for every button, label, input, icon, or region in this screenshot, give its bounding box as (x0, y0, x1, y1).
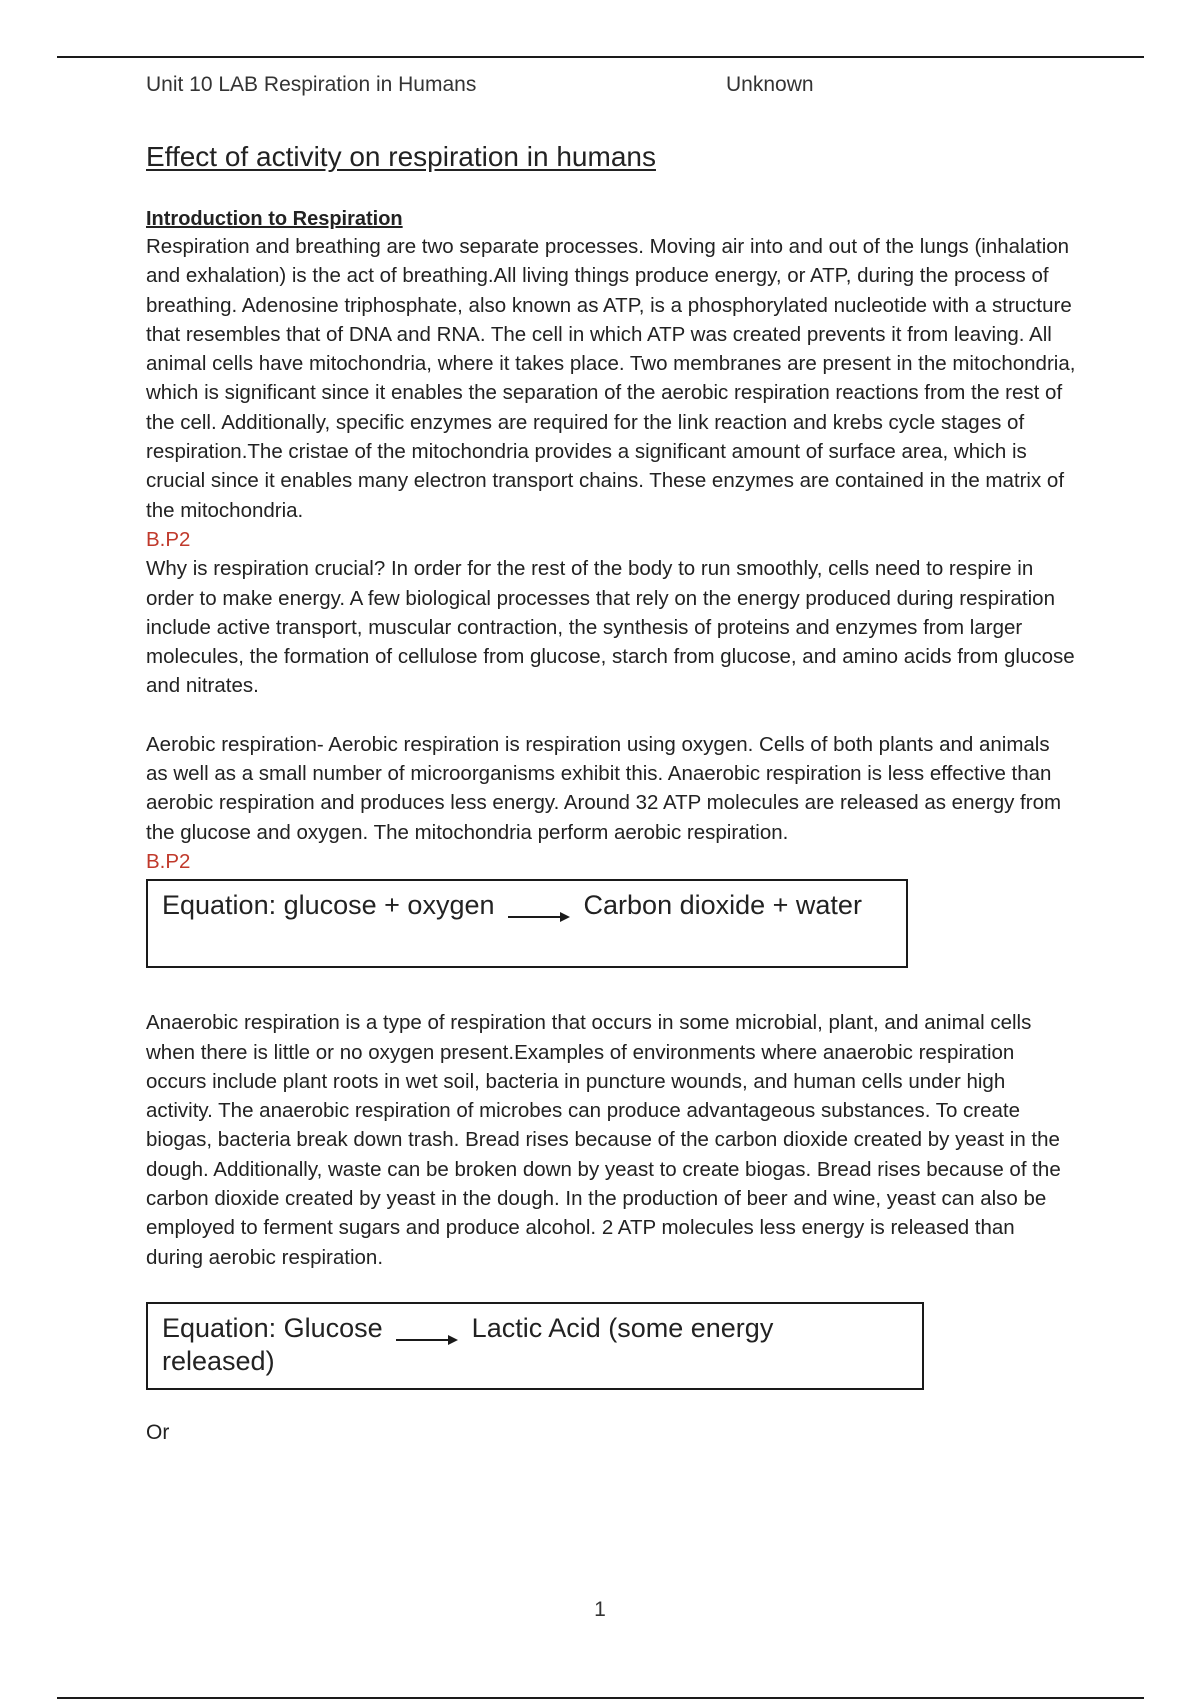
page-number: 1 (594, 1598, 606, 1621)
or-text: Or (146, 1420, 170, 1444)
anaerobic-equation-reactant: Equation: Glucose (162, 1312, 383, 1343)
criteria-reference: B.P2 (146, 527, 191, 551)
aerobic-equation-reactants: Equation: glucose + oxygen (162, 890, 495, 921)
anaerobic-paragraph: Anaerobic respiration is a type of respiration that occurs in some microbial, plant, and animal cells when there is little or no oxygen present.Examples of environments where anaerobic respiration occurs include plant roots in wet soil, bacteria in puncture wounds, and human cells under high activity. The anaerobic respiration of microbes can produce advantageous substances. To create biogas, bacteria break down trash. Bread rises because of the carbon dioxide created by yeast in the dough. Additionally, waste can be broken down by yeast to create biogas. Bread rises because of the carbon dioxide created by yeast in the dough. In the production of beer and wine, yeast can also be employed to ferment sugars and produce alcohol. 2 ATP molecules less energy is released than during aerobic respiration. (146, 1011, 1061, 1269)
box-spacer (146, 1390, 1076, 1418)
document-body (146, 140, 1076, 1447)
document-title: Effect of activity on respiration in humans (146, 141, 656, 172)
intro-heading: Introduction to Respiration (146, 208, 403, 230)
top-rule (57, 56, 1144, 58)
criteria-reference: B.P2 (146, 849, 191, 873)
right-arrow-icon (396, 1333, 458, 1347)
anaerobic-equation-line2: released) (162, 1345, 275, 1376)
why-respiration-paragraph: Why is respiration crucial? In order for the rest of the body to run smoothly, cells need to respire in order to make energy. A few biological processes that rely on the energy produced during respiration include active transport, muscular contraction, the synthesis of proteins and enzymes from larger molecules, the formation of cellulose from glucose, starch from glucose, and amino acids from glucose and nitrates. (146, 557, 1075, 698)
header-unit-title: Unit 10 LAB Respiration in Humans (146, 73, 477, 96)
header-author: Unknown (726, 73, 814, 96)
intro-paragraph: Respiration and breathing are two separate processes. Moving air into and out of the lungs (inhalation and exhalation) is the act of breathing.All living things produce energy, or ATP, during the process of breathing. Adenosine triphosphate, also known as ATP, is a phosphorylated nucleotide with a structure that resembles that of DNA and RNA. The cell in which ATP was created prevents it from leaving. All animal cells have mitochondria, where it takes place. Two membranes are present in the mitochondria, which is significant since it enables the separation of the aerobic respiration reactions from the rest of the cell. Additionally, specific enzymes are required for the link reaction and krebs cycle stages of respiration.The cristae of the mitochondria provides a significant amount of surface area, which is crucial since it enables many electron transport chains. These enzymes are contained in the matrix of the mitochondria. (146, 235, 1076, 522)
anaerobic-equation-product: Lactic Acid (some energy (471, 1312, 774, 1343)
anaerobic-equation-box (146, 1302, 924, 1390)
aerobic-equation-box (146, 879, 908, 968)
box-spacer (146, 1272, 1076, 1302)
paragraph-spacer (146, 701, 1076, 730)
box-spacer (146, 968, 1076, 1008)
bottom-rule (57, 1697, 1144, 1699)
right-arrow-icon (508, 910, 570, 924)
aerobic-equation-products: Carbon dioxide + water (583, 890, 862, 921)
aerobic-paragraph: Aerobic respiration- Aerobic respiration is respiration using oxygen. Cells of both plants and animals as well as a small number of microorganisms exhibit this. Anaerobic respiration is less effective than aerobic respiration and produces less energy. Around 32 ATP molecules are released as energy from the glucose and oxygen. The mitochondria perform aerobic respiration. (146, 732, 1062, 844)
